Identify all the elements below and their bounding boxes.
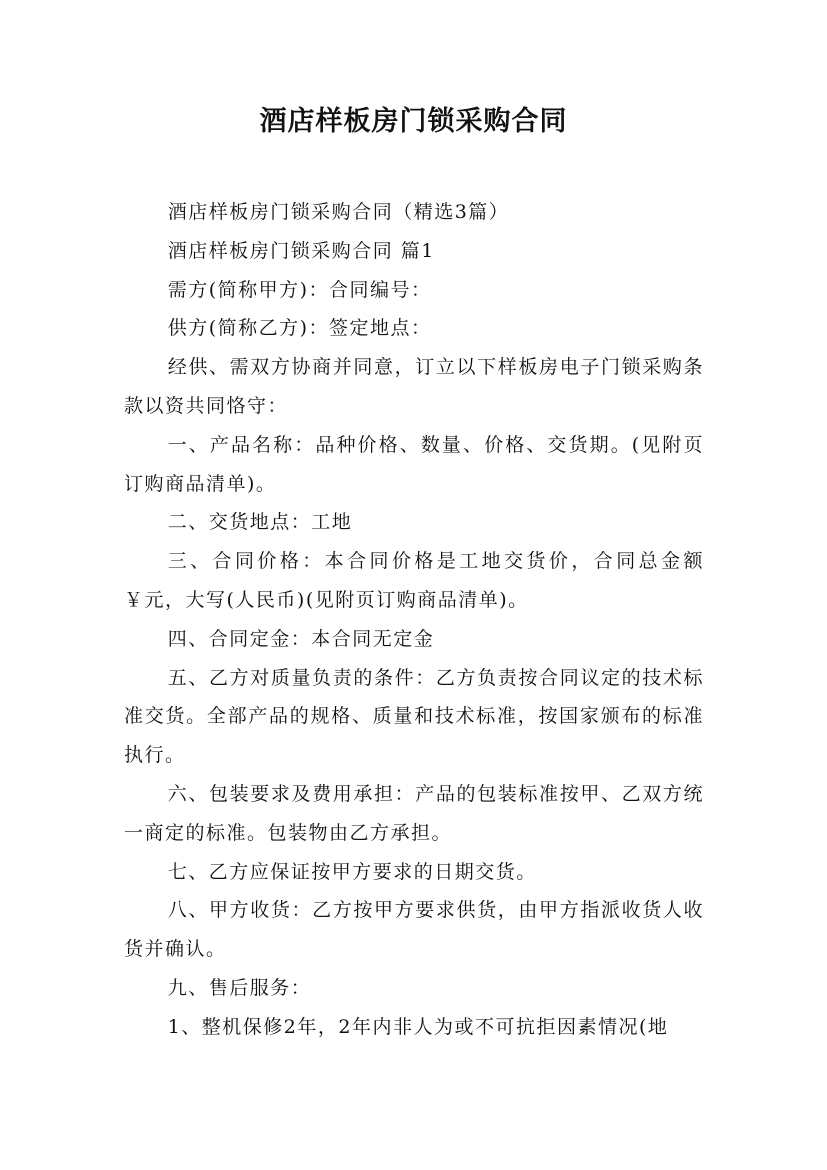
paragraph: 六、包装要求及费用承担：产品的包装标准按甲、乙双方统一商定的标准。包装物由乙方承担。 [124, 782, 704, 844]
paragraph: 酒店样板房门锁采购合同（精选3篇） [167, 201, 510, 223]
paragraph: 经供、需双方协商并同意，订立以下样板房电子门锁采购条款以资共同恪守： [124, 356, 704, 417]
paragraph: 五、乙方对质量负责的条件：乙方负责按合同议定的技术标准交货。全部产品的规格、质量和技术标准，按国家颁布的标准执行。 [124, 666, 704, 767]
paragraph: 酒店样板房门锁采购合同 篇1 [167, 239, 435, 262]
paragraph: 供方(简称乙方)：签定地点： [167, 317, 432, 340]
paragraph: 一、产品名称：品种价格、数量、价格、交货期。(见附页订购商品清单)。 [124, 433, 704, 495]
paragraph: 三、合同价格：本合同价格是工地交货价，合同总金额￥元，大写(人民币)(见附页订购商品清单)。 [124, 550, 704, 611]
paragraph: 1、整机保修2年，2年内非人为或不可抗拒因素情况(地 [167, 1015, 669, 1038]
paragraph: 需方(简称甲方)：合同编号： [167, 278, 432, 301]
paragraph: 八、甲方收货：乙方按甲方要求供货，由甲方指派收货人收货并确认。 [124, 899, 704, 961]
paragraph: 四、合同定金：本合同无定金 [167, 627, 435, 650]
paragraph: 七、乙方应保证按甲方要求的日期交货。 [167, 860, 537, 883]
document-body [124, 193, 704, 1047]
paragraph: 二、交货地点：工地 [167, 511, 353, 534]
document-title: 酒店样板房门锁采购合同 [259, 106, 568, 137]
paragraph: 九、售后服务： [167, 976, 312, 999]
